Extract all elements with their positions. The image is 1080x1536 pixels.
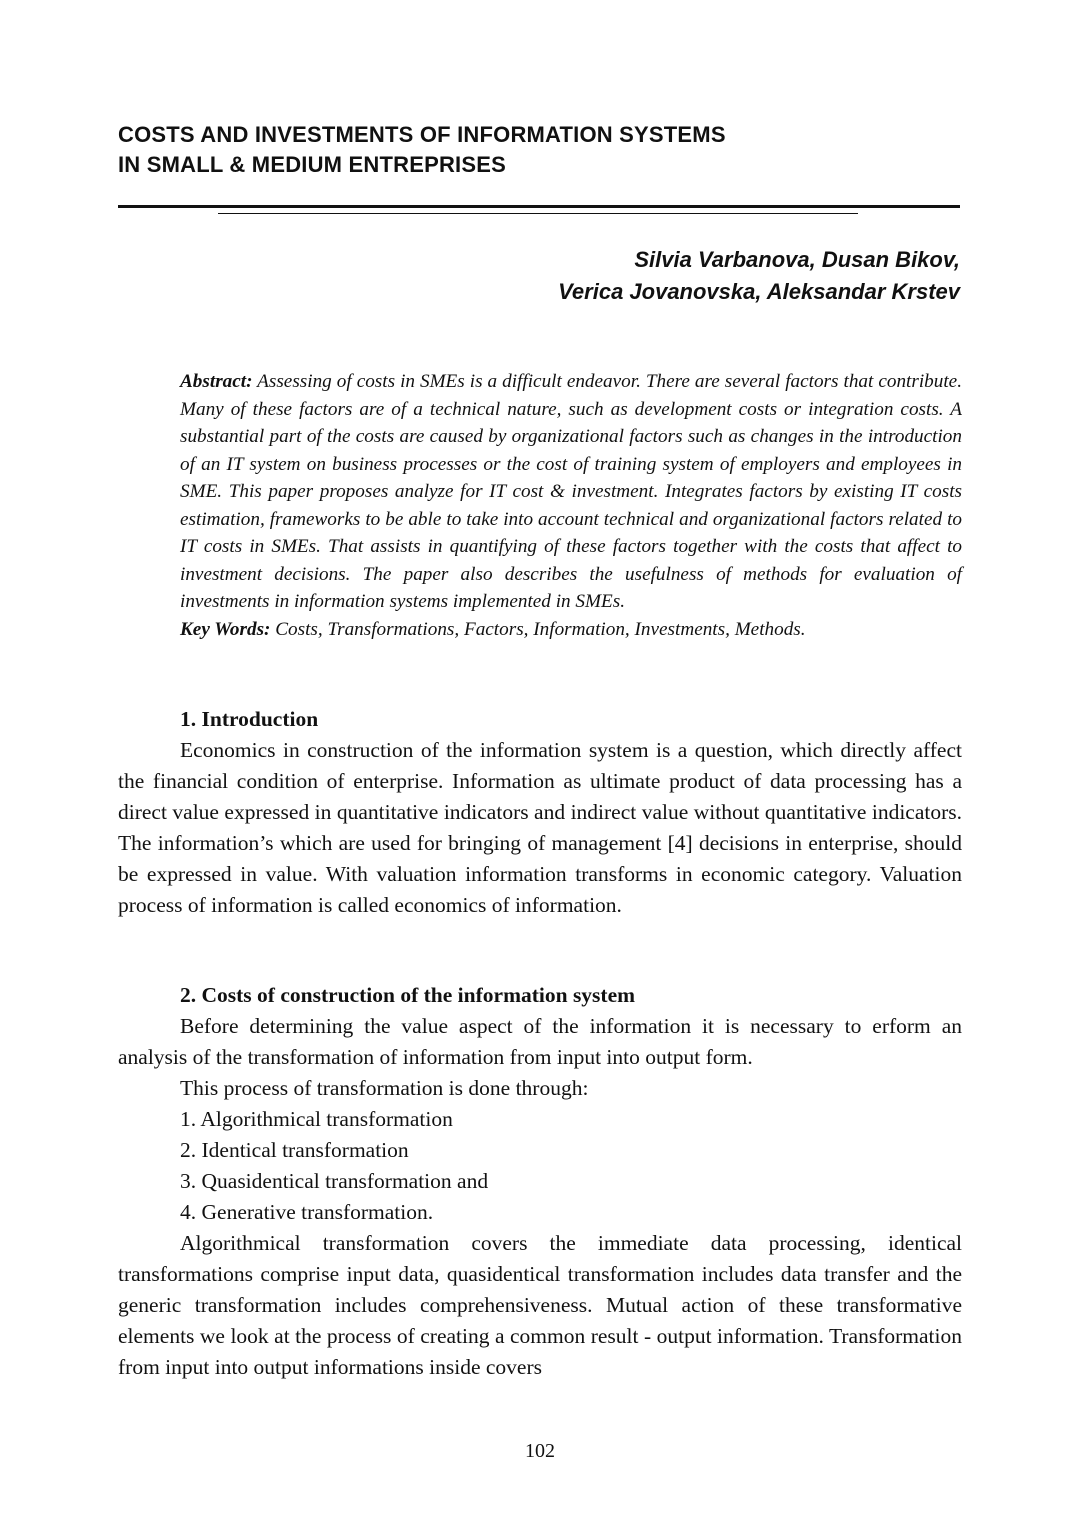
- page-number: 102: [525, 1440, 555, 1462]
- section-costs: [118, 980, 962, 1383]
- title-rule-thin: [218, 213, 858, 214]
- costs-paragraph-2: Algorithmical transformation covers the immediate data processing, identical transformations comprise input data, quasidentical transformation includes data transfer and the generic transformation includes comprehensiveness. Mutual action of these transformative elements we look at the process of creating a common result - output information. Transformation from input into output informations inside covers: [118, 1231, 962, 1379]
- authors-line-1: Silvia Varbanova, Dusan Bikov,: [634, 247, 960, 272]
- title-rule-thick: [118, 205, 960, 208]
- authors-line-2: Verica Jovanovska, Aleksandar Krstev: [558, 279, 960, 304]
- transformation-intro: This process of transformation is done through:: [180, 1076, 589, 1100]
- list-item: 4. Generative transformation.: [180, 1200, 434, 1224]
- section-introduction: [118, 704, 962, 921]
- abstract-block: [180, 368, 962, 643]
- abstract-text: Assessing of costs in SMEs is a difficult endeavor. There are several factors that contribute. Many of these factors are of a technical nature, such as development costs or integration costs. A substantial part of the costs are caused by organizational factors such as changes in the introduction of an IT system on business processes or the cost of training system of employers and employees in SME. This paper proposes analyze for IT cost & investment. Integrates factors by existing IT costs estimation, frameworks to be able to take into account technical and organizational factors related to IT costs in SMEs. That assists in quantifying of these factors together with the costs that affect to investment decisions. The paper also describes the usefulness of methods for evaluation of investments in information systems implemented in SMEs.: [180, 371, 962, 612]
- section-heading-introduction: 1. Introduction: [180, 707, 319, 731]
- list-item: 1. Algorithmical transformation: [180, 1107, 453, 1131]
- keywords-label: Key Words:: [180, 618, 271, 640]
- list-item: 2. Identical transformation: [180, 1138, 409, 1162]
- keywords-text: Costs, Transformations, Factors, Information, Investments, Methods.: [270, 618, 806, 640]
- costs-paragraph-1: Before determining the value aspect of the information it is necessary to erform an analysis of the transformation of information from input into output form.: [118, 1014, 962, 1069]
- abstract-label: Abstract:: [180, 371, 253, 392]
- title-line-2: IN SMALL & MEDIUM ENTREPRISES: [118, 152, 506, 177]
- list-item: 3. Quasidentical transformation and: [180, 1169, 489, 1193]
- introduction-paragraph: Economics in construction of the information system is a question, which directly affect the financial condition of enterprise. Information as ultimate product of data processing has a direct value expressed in quantitative indicators and indirect value without quantitative indicators. The information’s which are used for bringing of management [4] decisions in enterprise, should be expressed in value. With valuation information transforms in economic category. Valuation process of information is called economics of information.: [118, 738, 962, 917]
- abstract-paragraph: [180, 368, 962, 616]
- section-heading-costs: 2. Costs of construction of the information system: [180, 983, 636, 1007]
- paper-title: [118, 120, 978, 180]
- keywords-paragraph: [180, 616, 962, 644]
- title-line-1: COSTS AND INVESTMENTS OF INFORMATION SYSTEMS: [118, 122, 726, 147]
- author-list: [260, 244, 960, 308]
